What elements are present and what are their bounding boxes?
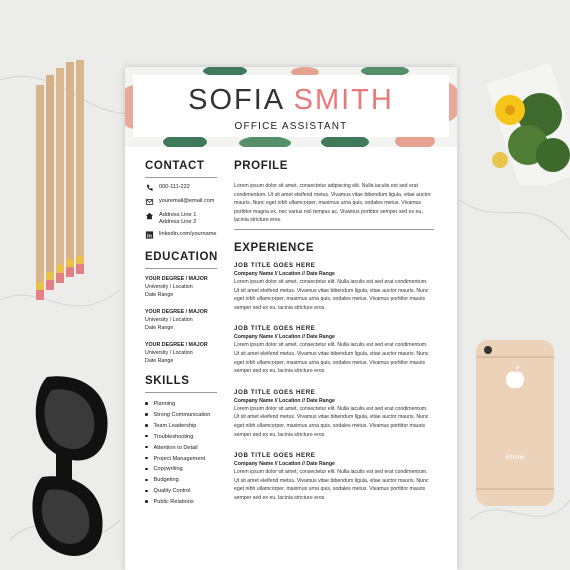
name-box <box>133 75 449 137</box>
job-entry: JOB TITLE GOES HERE Company Name // Location // Date Range Lorem ipsum dolor sit amet, consectetur elit. Nulla iaculis est sed erat condimentum. Ut sit amet eleifend metus. Vivamus vitae bibendum ligula, vitae auctor mauris. Nunc eget nibh ullamcorper, maximus urna quis, sodales metus. Vivamus porttitor mauris semper sed ex eu, lacinia stricture eros. <box>234 452 429 501</box>
education-entry: YOUR DEGREE / MAJOR University / Location Date Range <box>145 309 208 331</box>
succulent-plant <box>478 60 570 185</box>
job-entry: JOB TITLE GOES HERE Company Name // Location // Date Range Lorem ipsum dolor sit amet, consectetur elit. Nulla iaculis est sed erat condimentum. Ut sit amet eleifend metus. Vivamus vitae bibendum ligula, vitae auctor mauris. Nunc eget nibh ullamcorper, maximus urna quis, sodales metus. Vivamus porttitor mauris semper sed ex eu, lacinia stricture eros. <box>234 261 429 311</box>
job-entry: JOB TITLE GOES HERE Company Name // Location // Date Range Lorem ipsum dolor sit amet, consectetur elit. Nulla iaculis est sed erat condimentum. Ut sit amet eleifend metus. Vivamus vitae bibendum ligula, vitae auctor mauris. Nunc eget nibh ullamcorper, maximus urna quis, sodales metus. Vivamus porttitor mauris semper sed ex eu, lacinia stricture eros. <box>234 388 429 438</box>
education-entry: YOUR DEGREE / MAJOR University / Location Date Range <box>145 342 208 364</box>
divider <box>145 177 217 178</box>
skills-heading: SKILLS <box>145 375 190 387</box>
mail-icon <box>145 198 154 206</box>
list-item: Strong Communication <box>145 410 217 421</box>
job-entry: JOB TITLE GOES HERE Company Name // Location // Date Range Lorem ipsum dolor sit amet, consectetur elit. Nulla iaculis est sed erat condimentum. Ut sit amet eleifend metus. Vivamus vitae bibendum ligula, vitae auctor mauris. Nunc eget nibh ullamcorper, maximus urna quis, sodales metus. Vivamus porttitor mauris semper sed ex eu, lacinia stricture eros. <box>234 325 429 375</box>
right-column <box>234 160 434 515</box>
sunglasses <box>22 372 117 562</box>
list-item: Troubleshooting <box>145 432 217 443</box>
skills-list <box>145 399 217 508</box>
home-icon <box>145 212 154 220</box>
last-name: SMITH <box>293 84 394 116</box>
pencils <box>30 60 100 305</box>
linkedin-icon <box>145 231 154 239</box>
list-item: Attention to Detail <box>145 443 217 454</box>
left-column <box>145 160 217 508</box>
profile-heading: PROFILE <box>234 160 289 172</box>
job-title: OFFICE ASSISTANT <box>234 121 348 132</box>
profile-text: Lorem ipsum dolor sit amet, consectetur adipiscing elit. Nulla iaculis est sed erat condimentum. Ut sit amet eleifend metus. Vivamus vitae bibendum ligula, vitae auctor mauris. Nunc eget nibh ullamcorper, maximus urna quis, sodales metus. Vivamus porttitor magna ex, nec varius nisl tempus ac. Vivamus porttitor semper sed ex eu, lacinia stricture eros. <box>234 183 431 224</box>
first-name: SOFIA <box>188 84 284 116</box>
list-item: Copywriting <box>145 464 217 475</box>
education-heading: EDUCATION <box>145 251 218 263</box>
list-item: Project Management <box>145 454 217 465</box>
contact-linkedin: in linkedin.com/yourname <box>145 231 217 239</box>
list-item: Public Relations <box>145 497 217 508</box>
list-item: Quality Control <box>145 486 217 497</box>
svg-text:in: in <box>147 233 152 239</box>
list-item: Budgeting <box>145 475 217 486</box>
contact-address: Address Line 1 Address Line 2 <box>145 212 217 225</box>
divider <box>234 229 434 230</box>
contact-heading: CONTACT <box>145 160 205 172</box>
contact-phone: 000-111-222 <box>145 184 217 192</box>
smartphone <box>474 338 556 508</box>
education-entry: YOUR DEGREE / MAJOR University / Location Date Range <box>145 276 208 298</box>
list-item: Planning <box>145 399 217 410</box>
full-name <box>133 84 449 117</box>
experience-heading: EXPERIENCE <box>234 241 315 254</box>
svg-text:iPhone: iPhone <box>505 455 525 461</box>
list-item: Team Leadership <box>145 421 217 432</box>
phone-icon <box>145 184 154 192</box>
divider <box>145 268 217 269</box>
divider <box>145 392 217 393</box>
resume-page <box>125 67 457 570</box>
contact-email: youremail@email.com <box>145 198 217 206</box>
